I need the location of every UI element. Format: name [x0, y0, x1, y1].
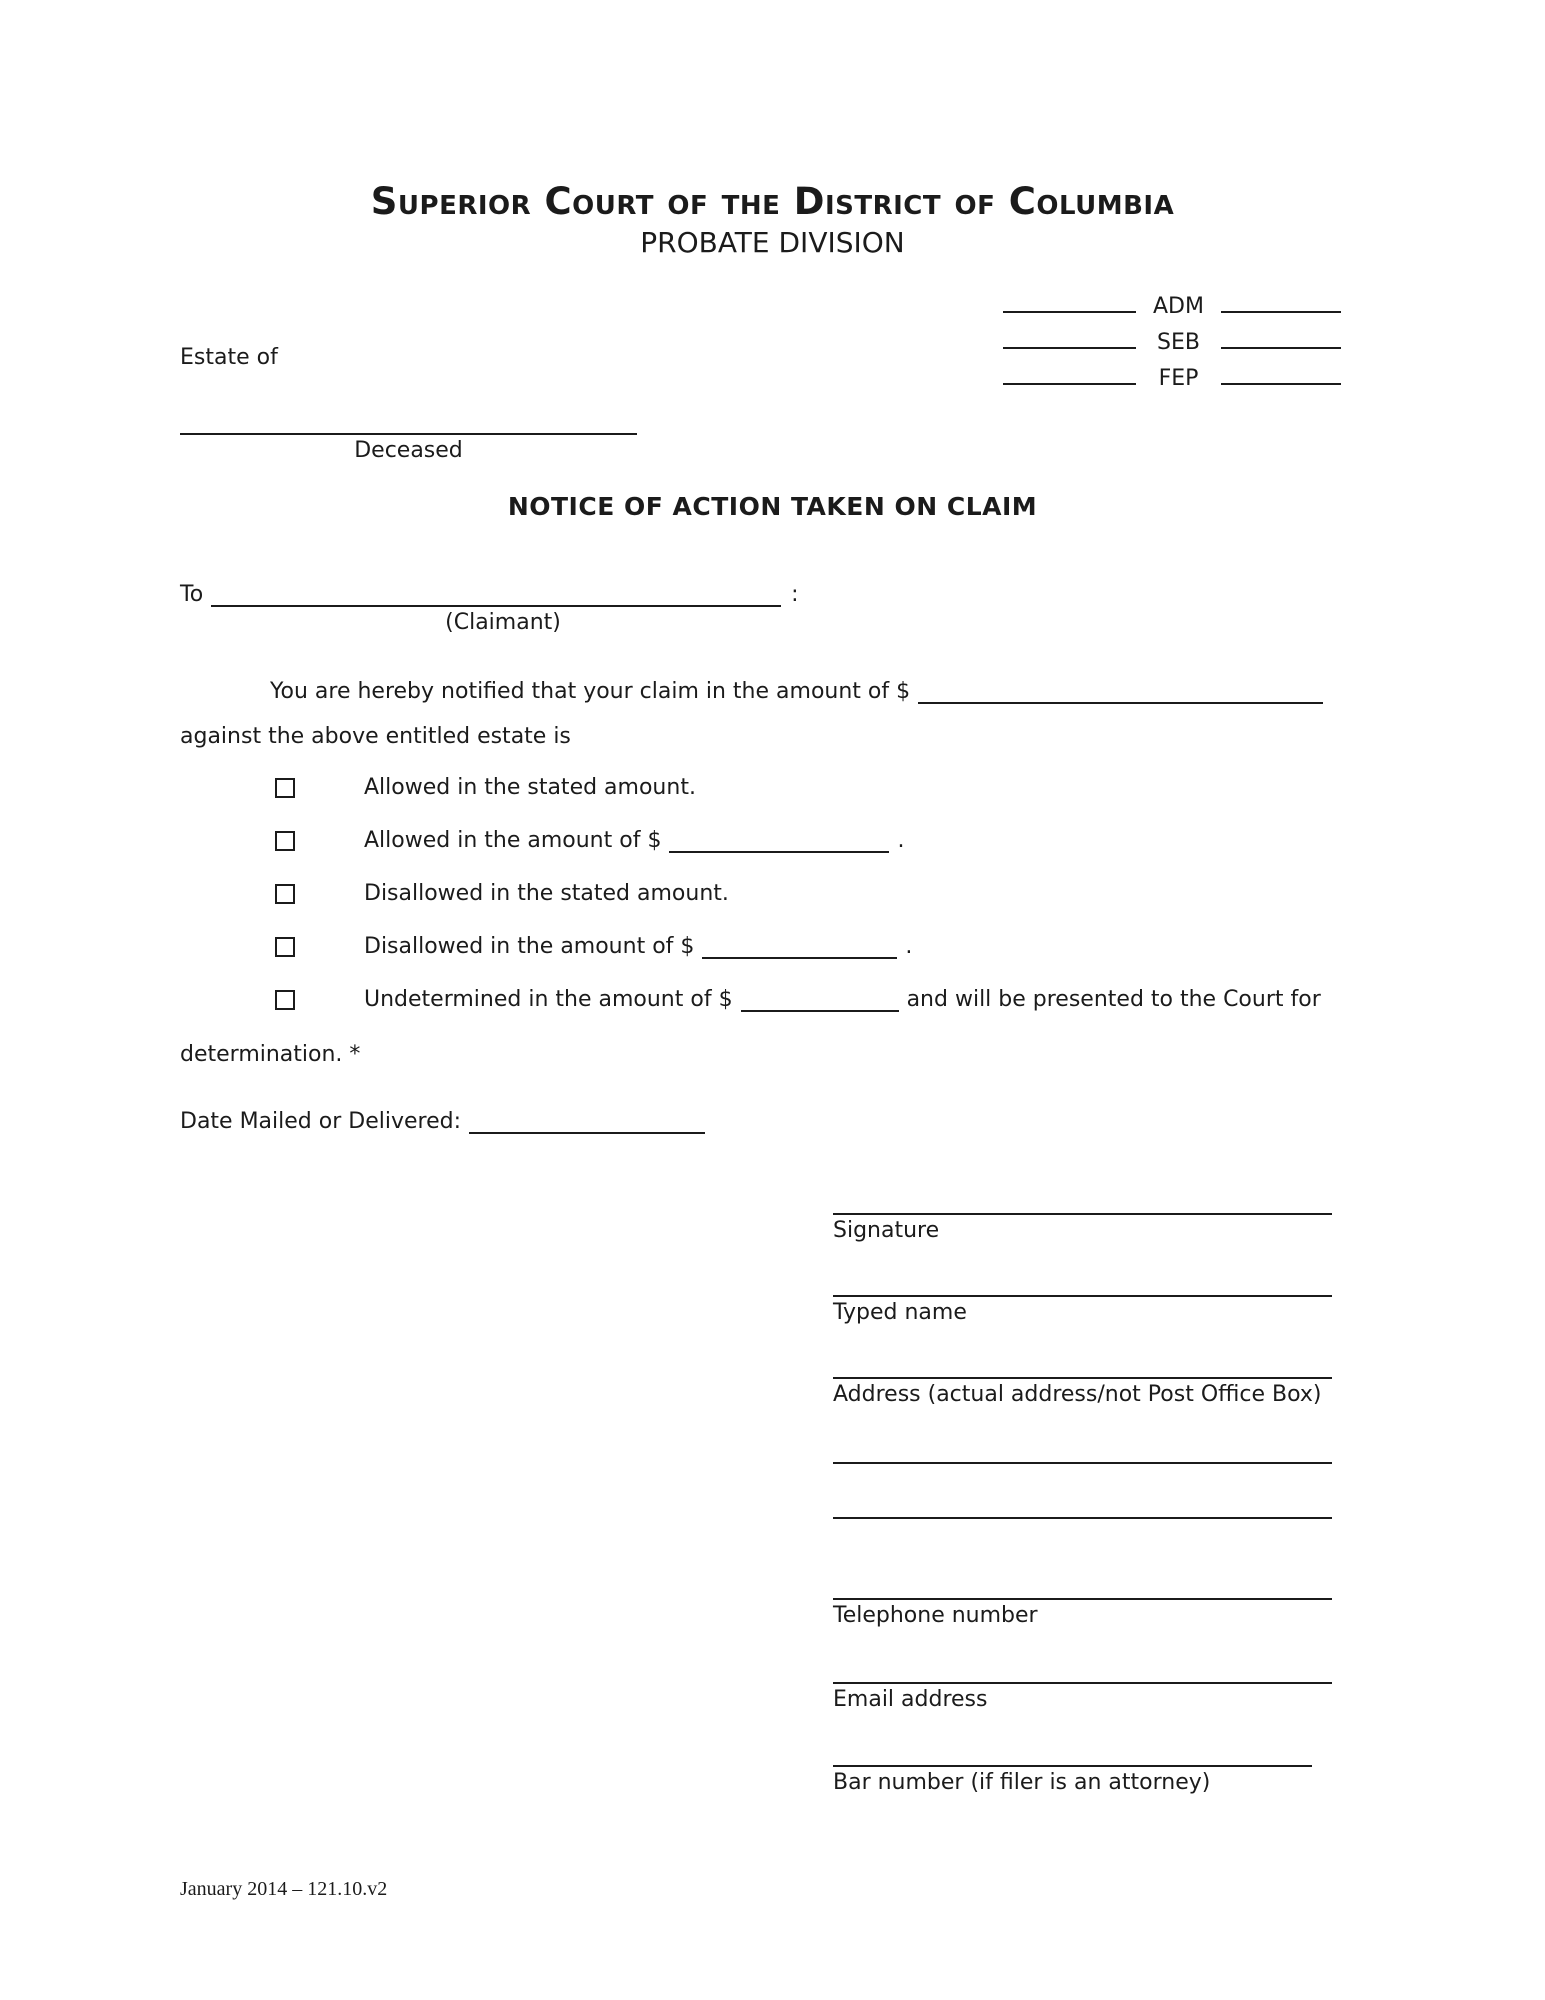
estate-of-label: Estate of — [180, 345, 278, 370]
address-line2-field[interactable] — [833, 1436, 1332, 1464]
date-mailed-field[interactable] — [469, 1114, 705, 1134]
option-label: Disallowed in the amount of $ . — [364, 934, 913, 959]
telephone-label: Telephone number — [833, 1603, 1038, 1628]
date-mailed-row — [180, 1109, 705, 1134]
disallowed-stated-checkbox[interactable] — [275, 884, 295, 904]
form-title: NOTICE OF ACTION TAKEN ON CLAIM — [507, 492, 1038, 521]
notification-line1 — [270, 679, 1323, 704]
email-label: Email address — [833, 1687, 988, 1712]
fep-right-field[interactable] — [1221, 365, 1341, 385]
address-field[interactable] — [833, 1351, 1332, 1379]
telephone-field[interactable] — [833, 1572, 1332, 1600]
address-field-group — [833, 1351, 1332, 1407]
typed-name-field-group — [833, 1269, 1332, 1325]
email-field[interactable] — [833, 1656, 1332, 1684]
adm-label: ADM — [1153, 294, 1204, 319]
seb-left-field[interactable] — [1003, 329, 1136, 349]
address-line3-field-group — [833, 1491, 1332, 1522]
option-allowed-stated — [275, 775, 696, 800]
seb-right-field[interactable] — [1221, 329, 1341, 349]
division-subtitle: PROBATE DIVISION — [640, 226, 905, 259]
option-label: Allowed in the stated amount. — [364, 775, 696, 800]
notification-text: You are hereby notified that your claim in the amount of $ — [270, 679, 911, 704]
address-label: Address (actual address/not Post Office Box) — [833, 1382, 1322, 1407]
fep-left-field[interactable] — [1003, 365, 1136, 385]
case-number-row-fep — [1003, 365, 1341, 391]
option-label: Allowed in the amount of $ . — [364, 828, 905, 853]
court-title: Superior Court of the District of Columbia — [370, 180, 1175, 223]
option-disallowed-stated — [275, 881, 729, 906]
address-line2-field-group — [833, 1436, 1332, 1467]
seb-label: SEB — [1157, 330, 1200, 355]
deceased-caption: Deceased — [354, 438, 463, 463]
disallowed-amount-field[interactable] — [702, 939, 897, 959]
address-line2-label — [833, 1464, 1332, 1467]
option-allowed-amount — [275, 828, 904, 853]
address-line3-field[interactable] — [833, 1491, 1332, 1519]
form-version-footer: January 2014 – 121.10.v2 — [180, 1878, 388, 1900]
telephone-field-group — [833, 1572, 1332, 1628]
allowed-amount-checkbox[interactable] — [275, 831, 295, 851]
claim-amount-field[interactable] — [918, 684, 1323, 704]
bar-number-field-group — [833, 1739, 1312, 1795]
option-label: Disallowed in the stated amount. — [364, 881, 729, 906]
signature-label: Signature — [833, 1218, 940, 1243]
email-field-group — [833, 1656, 1332, 1712]
undetermined-amount-field[interactable] — [741, 992, 899, 1012]
notification-line2: against the above entitled estate is — [180, 724, 571, 749]
adm-left-field[interactable] — [1003, 293, 1136, 313]
case-number-row-adm — [1003, 293, 1341, 319]
undetermined-checkbox[interactable] — [275, 990, 295, 1010]
option-disallowed-amount — [275, 934, 912, 959]
option-label: Undetermined in the amount of $ and will be presented to the Court for — [364, 987, 1321, 1012]
address-line3-label — [833, 1519, 1332, 1522]
typed-name-field[interactable] — [833, 1269, 1332, 1297]
fep-label: FEP — [1158, 366, 1199, 391]
disallowed-amount-checkbox[interactable] — [275, 937, 295, 957]
estate-name-field[interactable] — [180, 410, 637, 435]
date-mailed-label: Date Mailed or Delivered: — [180, 1109, 461, 1134]
to-claimant-field[interactable] — [211, 587, 781, 607]
determination-note: determination. * — [180, 1042, 361, 1067]
signature-field[interactable] — [833, 1187, 1332, 1215]
signature-field-group — [833, 1187, 1332, 1243]
adm-right-field[interactable] — [1221, 293, 1341, 313]
option-undetermined — [275, 987, 1321, 1012]
case-number-row-seb — [1003, 329, 1341, 355]
typed-name-label: Typed name — [833, 1300, 967, 1325]
to-row — [180, 582, 799, 607]
to-colon: : — [791, 582, 799, 607]
to-label: To — [180, 582, 204, 607]
claimant-caption: (Claimant) — [445, 610, 561, 635]
allowed-stated-checkbox[interactable] — [275, 778, 295, 798]
bar-number-field[interactable] — [833, 1739, 1312, 1767]
bar-number-label: Bar number (if filer is an attorney) — [833, 1770, 1211, 1795]
allowed-amount-field[interactable] — [669, 833, 889, 853]
